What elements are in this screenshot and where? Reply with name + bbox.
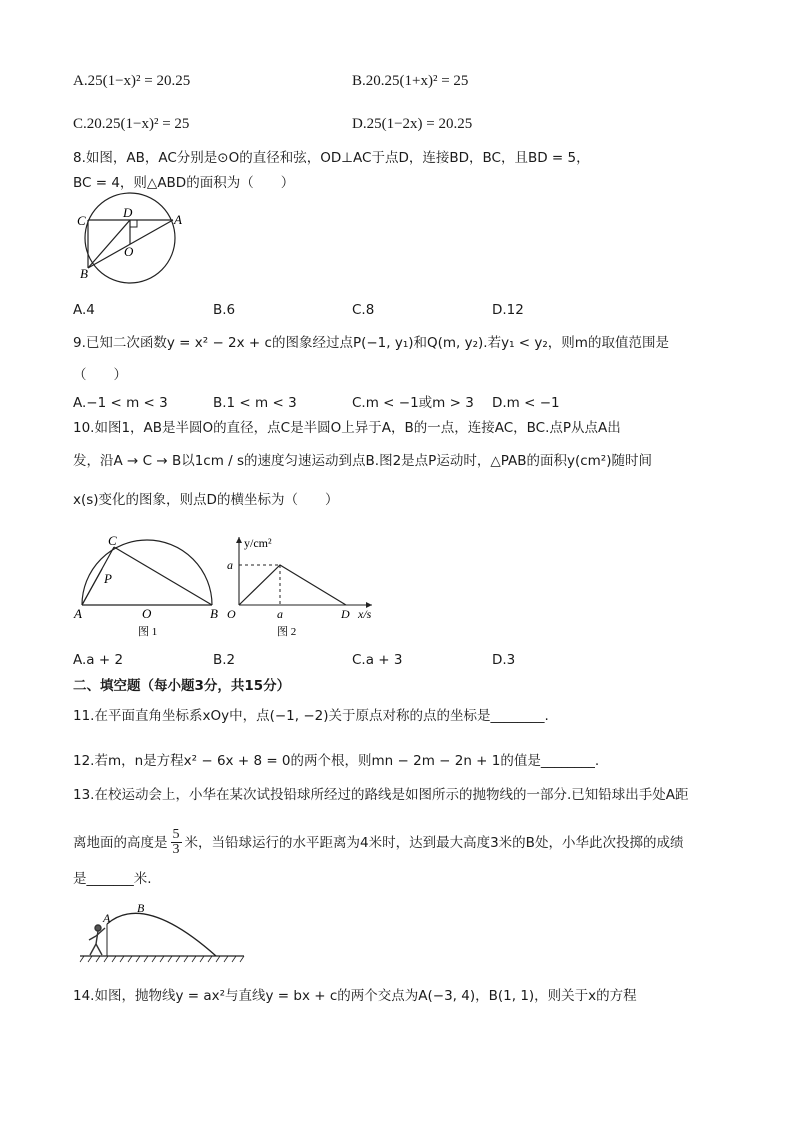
q10-option-c: C.a + 3 [352, 652, 403, 668]
q14-text: 14.如图，抛物线y = ax²与直线y = bx + c的两个交点为A(−3, 4)，B(1, 1)，则关于x的方程 [73, 988, 637, 1004]
q10-option-a: A.a + 2 [73, 652, 124, 668]
area-graph-line [239, 565, 346, 605]
q13-text-line2 [73, 828, 683, 857]
q13-text-line1: 13.在校运动会上，小华在某次试投铅球所经过的路线是如图所示的抛物线的一部分.已知铅球出手处A距 [73, 787, 689, 803]
label-o: O [124, 244, 134, 259]
q9-text-line2: （ ） [73, 367, 127, 383]
q7-option-a: A.25(1−x)² = 20.25 [73, 73, 191, 89]
q9-option-a: A.−1 < m < 3 [73, 395, 168, 411]
q10-text-line3: x(s)变化的图象，则点D的横坐标为（ ） [73, 492, 339, 508]
q9-text-line1: 9.已知二次函数y = x² − 2x + c的图象经过点P(−1, y₁)和Q(m, y₂).若y₁ < y₂，则m的取值范围是 [73, 335, 669, 351]
fraction-numerator: 5 [172, 827, 180, 842]
q13-text-line3: 是_______米. [73, 871, 152, 887]
label-d: D [341, 607, 350, 621]
q8-circle-figure [72, 200, 192, 282]
label-o: O [142, 606, 152, 621]
caption-fig-2: 图 2 [277, 626, 297, 638]
q12-text: 12.若m，n是方程x² − 6x + 8 = 0的两个根，则mn − 2m − 2n + 1的值是________. [73, 753, 600, 769]
q13-line2-end: 米，当铅球运行的水平距离为4米时，达到最大高度3米的B处，小华此次投掷的成绩 [184, 834, 684, 851]
q11-text: 11.在平面直角坐标系xOy中，点(−1, −2)关于原点对称的点的坐标是________. [73, 708, 549, 724]
section-2-title: 二、填空题（每小题3分，共15分） [73, 678, 291, 694]
label-c: C [77, 213, 86, 228]
label-b: B [210, 606, 218, 621]
q7-option-c: C.20.25(1−x)² = 25 [73, 116, 190, 132]
segment-ap [82, 569, 102, 605]
label-a-x: a [277, 607, 283, 621]
q7-option-b: B.20.25(1+x)² = 25 [352, 73, 469, 89]
label-d: D [123, 205, 133, 220]
label-a: A [74, 606, 82, 621]
semicircle-arc [82, 540, 212, 605]
label-a-y: a [227, 558, 233, 572]
label-b: B [80, 266, 88, 281]
caption-fig-1: 图 1 [138, 626, 158, 638]
label-a: A [103, 911, 111, 925]
q9-option-d: D.m < −1 [492, 395, 560, 411]
segment-cb [114, 547, 212, 605]
label-p: P [104, 571, 112, 586]
label-a: A [174, 212, 182, 227]
fraction-denominator: 3 [172, 842, 180, 857]
y-axis-label: y/cm² [244, 536, 272, 550]
q8-text-line2: BC = 4，则△ABD的面积为（ ） [73, 175, 295, 191]
q8-option-d: D.12 [492, 302, 524, 318]
label-c: C [108, 533, 117, 548]
q9-option-b: B.1 < m < 3 [213, 395, 297, 411]
q8-option-b: B.6 [213, 302, 236, 318]
parabola-trajectory [107, 913, 216, 956]
q10-text-line2: 发，沿A → C → B以1cm / s的速度匀速运动到点B.图2是点P运动时，△PAB的面积y(cm²)随时间 [73, 453, 652, 469]
q10-figure-1 [72, 533, 222, 641]
q13-line2-start: 离地面的高度是 [73, 834, 168, 851]
q10-figure-2 [222, 533, 382, 641]
q8-option-a: A.4 [73, 302, 95, 318]
q8-text-line1: 8.如图，AB，AC分别是⊙O的直径和弦，OD⊥AC于点D，连接BD，BC，且BD = 5， [73, 150, 590, 166]
q10-option-d: D.3 [492, 652, 516, 668]
ground-hatching [80, 956, 244, 962]
athlete-icon [89, 925, 105, 955]
right-angle-mark [130, 220, 137, 227]
label-origin: O [227, 607, 236, 621]
y-axis-arrow [236, 537, 242, 543]
q9-option-c: C.m < −1或m > 3 [352, 395, 474, 411]
q13-shotput-figure [76, 898, 248, 964]
fraction-five-thirds [171, 828, 182, 857]
label-b: B [137, 901, 145, 915]
x-axis-label: x/s [358, 607, 372, 621]
q7-option-d: D.25(1−2x) = 20.25 [352, 116, 473, 132]
q10-text-line1: 10.如图1，AB是半圆O的直径，点C是半圆O上异于A，B的一点，连接AC，BC.点P从点A出 [73, 420, 621, 436]
q8-option-c: C.8 [352, 302, 375, 318]
q10-option-b: B.2 [213, 652, 236, 668]
